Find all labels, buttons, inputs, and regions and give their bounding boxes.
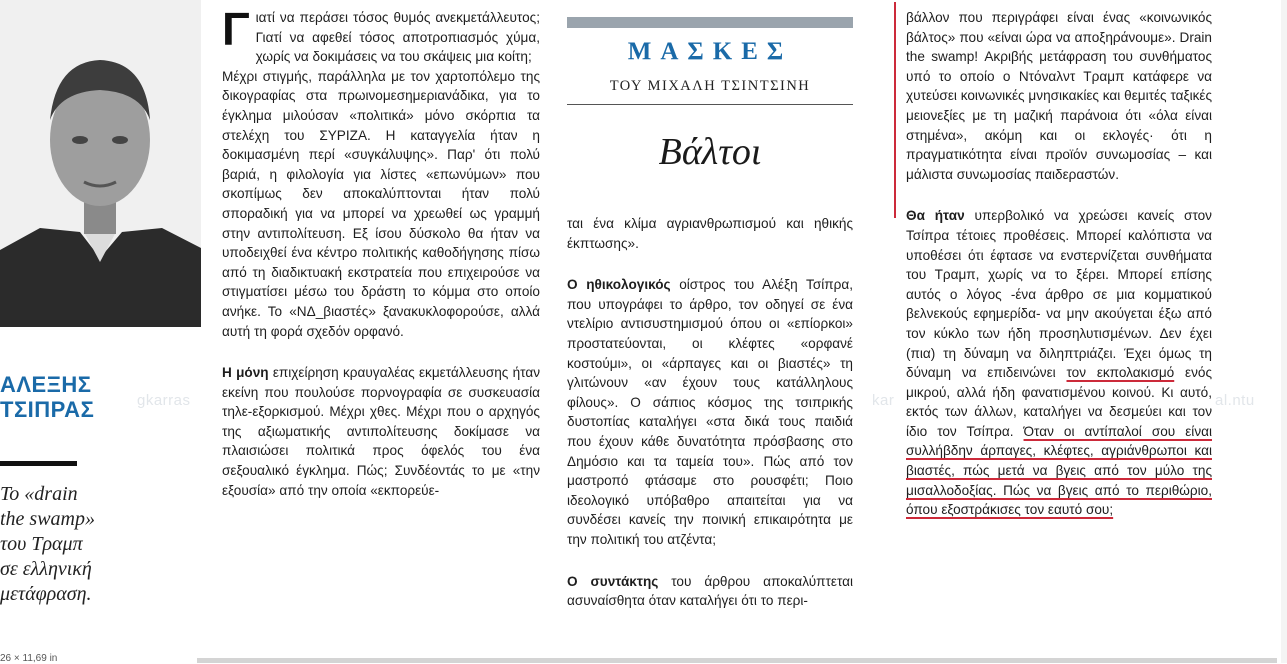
paragraph: βάλλον που περιγράφει είναι ένας «κοινωνικός βάλτος» που «είναι ώρα να αποξηράνουμε». Drain the swamp! Ακριβής μετάφραση του συνθήματος υπό το οποίο ο Ντόναλντ Τραμπ κατάφερε να χυτεύσει κοινωνικές μνησικακίες και θεμιτές ταξικές μειονεξίες με τη μαζική παράνοια ότι «όλα είναι στημένα», ακόμη και οι εκλογές· ότι η πραγματικότητα είναι προϊόν συνωμοσίας – και μάλιστα συνωμοσίας παιδεραστών. (906, 10, 1212, 182)
author-byline: ΤΟΥ ΜΙΧΑΛΗ ΤΣΙΝΤΣΙΝΗ (609, 78, 811, 94)
caption-line: μετάφραση. (0, 583, 92, 605)
paragraph-lead: Ο συντάκτης (567, 573, 659, 589)
article-headline: Βάλτοι (658, 131, 762, 173)
underlined-passage: Όταν οι αντίπαλοί σου είναι συλλήβδην άρπαγες, κλέφτες, αγριάνθρωποι και βιαστές, πώς μετά να βγεις από τον μύλο της μισαλλοδοξίας. Πώς να βγεις από το περιθώριο, όπου εξοστράκισες τον εαυτό σου; (906, 423, 1212, 518)
watermark: kar (872, 392, 895, 409)
caption-line: the swamp» (0, 508, 95, 530)
paragraph: Μέχρι στιγμής, παράλληλα με τον χαρτοπόλεμο της δικογραφίας στα πρωινομεσημεριανάδικα, για το έγκλημα μιλούσαν «πολιτικά» μόνο σκόρπια τα στελέχη του ΣΥΡΙΖΑ. Η καταγγελία ήταν η δοκιμασμένη περί «συγκάλυψης». Παρ' ότι πολύ βαριά, η φιλολογία για λίστες «επωνύμων» που σκοπίμως δεν αποκαλύπτονται ήταν πολύ σποραδική για να μπορεί να χρεωθεί ως γραμμή στην αντιπολίτευση. Εξ ίσου δύσκολο θα ήταν να υποδειχθεί ένα κέντρο πολιτικής καθοδήγησης πίσω από τη διαδικτυακή εκστρατεία που επιχειρούσε να στιγματίσει μέσω του δράστη το κόμμα στο οποίο ανήκε. Το «ΝΔ_βιαστές» ξανακυκλοφορούσε, αλλά αυτή τη φορά σχεδόν ορφανό. (222, 68, 540, 339)
paragraph: Θα ήταν υπερβολικό να χρεώσει κανείς στον Τσίπρα τέτοιες προθέσεις. Μπορεί καλόπιστα να υποθέσει ότι έφτασε να ενστερνίζεται συνθήματα του Τραμπ, χωρίς να το ξέρει. Μπορεί επίσης αυτός ο λόγος -ένα άρθρο σε μια κομματικού βελνεκούς εφημερίδα- να μην ακούγεται έξω από τον κύκλο των ήδη προσηλυτισμένων. Δεν έχει (πια) τη δύναμη να διληπτριάζει. Έχει όμως τη δύναμη να επιδεινώνει τον εκπολακισμό ενός μικρού, αλλά ήδη φανατισμένου κοινού. Κι αυτό, εκτός των άλλων, καταλήγει να δεσμεύει και τον ίδιο τον Τσίπρα. Όταν οι αντίπαλοί σου είναι συλλήβδην άρπαγες, κλέφτες, αγριάνθρωποι και βιαστές, πώς μετά να βγεις από τον μύλο της μισαλλοδοξίας. Πώς να βγεις από το περιθώριο, όπου εξοστράκισες τον εαυτό σου; (906, 208, 1212, 518)
watermark: al.ntu (1215, 392, 1255, 409)
masthead-rule (567, 104, 853, 105)
paragraph: Γιατί να περάσει τόσος θυμός ανεκμετάλλευτος; Γιατί να αφεθεί τόσος αποτροπιασμός χύμα, χωρίς να δοκιμάσεις να του σκάψεις μια κοίτη; (222, 3, 540, 65)
viewer-edge (1281, 0, 1287, 663)
masthead-bar (567, 17, 853, 28)
caption-line: του Τραμπ (0, 533, 83, 555)
article-column-2 (567, 214, 853, 611)
caption-line: σε ελληνική (0, 558, 92, 580)
drop-cap: Γ (222, 3, 250, 55)
subject-first-name: ΑΛΕΞΗΣ (0, 372, 92, 397)
paragraph-lead: Θα ήταν (906, 208, 965, 224)
watermark: gkarras (137, 392, 191, 409)
document-size-label: 26 × 11,69 in (0, 653, 58, 664)
horizontal-scrollbar[interactable] (197, 658, 1277, 663)
paragraph: Η μόνη επιχείρηση κραυγαλέας εκμετάλλευσης ήταν εκείνη που πουλούσε πορνογραφία σε συσκευασία τηλε-εξορκισμού. Μέχρι χθες. Μέχρι που ο αρχηγός της αξιωματικής αντιπολίτευσης δοκίμασε να πλαισιώσει πολιτικά προς όφελός του ένα σεξουαλικό έγκλημα. Πώς; Συνδέοντάς το με «την εξουσία» από την οποία «εκπορεύε- (222, 365, 541, 498)
article-column-3 (906, 8, 1212, 520)
paragraph-lead: Ο ηθικολογικός (567, 277, 671, 293)
paragraph: Ο συντάκτης του άρθρου αποκαλύπτεται ασυναίσθητα όταν καταλήγει ότι το περι- (567, 573, 853, 609)
annotation-margin-line (894, 2, 896, 218)
paragraph: ται ένα κλίμα αγριανθρωπισμού και ηθικής έκπτωσης». (567, 216, 853, 251)
paragraph: Ο ηθικολογικός οίστρος του Αλέξη Τσίπρα, που υπογράφει το άρθρο, τον οδηγεί σε ένα ντελίριο αντισυστημισμού όπου οι «επίορκοι» προστατεύονται, οι κλέφτες «ορφανέ κοστούμι», οι «άρπαγες και οι βιαστές» τη γλιτώνουν «αν έχουν τους κατάλληλους φίλους». Ο σάπιος κόσμος της τσιπρικής δυστοπίας καταλήγει «στα δικά τους παιδιά που έχουν κάθε δυνατότητα πρόσβασης στο Δημόσιο και τα ταμεία του». Πώς από τον μαστροπό φτάσαμε στο ρουσφέτι; Ποιο ιδεολογικό υπόβαθρο απαιτείται για να συνδέσει κανείς την ποινική επικαιρότητα με την πολιτική του ατζέντα; (567, 277, 853, 547)
photo-caption (0, 482, 200, 607)
underlined-passage: τον εκπολακισμό (1066, 365, 1175, 381)
paragraph-lead: Η μόνη (222, 365, 269, 381)
caption-rule (0, 461, 77, 466)
caption-line: To «drain (0, 483, 78, 505)
column-title: ΜΑΣΚΕΣ (627, 38, 793, 65)
portrait-photo (0, 0, 201, 327)
subject-last-name: ΤΣΙΠΡΑΣ (0, 397, 95, 422)
portrait-illustration (0, 0, 201, 327)
article-column-1 (222, 3, 541, 500)
